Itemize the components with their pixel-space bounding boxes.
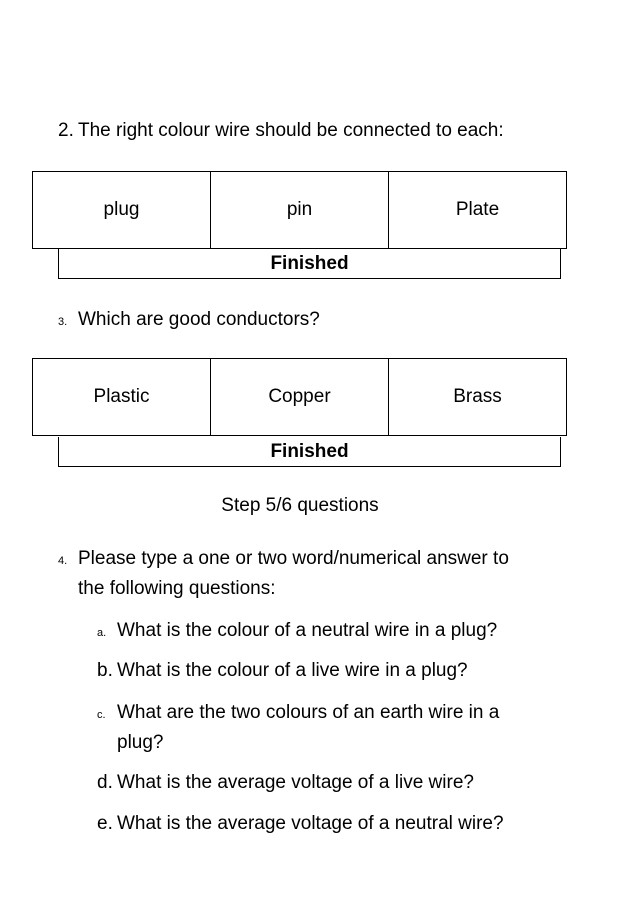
subquestion-c-letter: c. xyxy=(97,709,106,721)
question-2-text: The right colour wire should be connected to each: xyxy=(78,120,504,141)
subquestion-e-letter: e. xyxy=(97,813,113,834)
question-3-finished-button[interactable]: Finished xyxy=(58,437,561,467)
option-pin[interactable]: pin xyxy=(211,172,389,248)
option-plug[interactable]: plug xyxy=(33,172,211,248)
subquestion-b-text: What is the colour of a live wire in a plug? xyxy=(117,660,468,681)
question-4-number: 4. xyxy=(58,555,68,567)
subquestion-c-text: What are the two colours of an earth wire in a xyxy=(117,702,500,723)
subquestion-d-text: What is the average voltage of a live wire? xyxy=(117,772,474,793)
subquestion-a-text: What is the colour of a neutral wire in a plug? xyxy=(117,620,498,641)
question-2-options xyxy=(32,171,567,249)
option-brass[interactable]: Brass xyxy=(453,386,502,407)
subquestion-b-letter: b. xyxy=(97,660,113,681)
subquestion-c-text-cont: plug? xyxy=(117,732,164,753)
option-plate[interactable]: Plate xyxy=(455,199,500,220)
question-2-finished-button[interactable]: Finished xyxy=(58,249,561,279)
subquestion-e-text: What is the average voltage of a neutral wire? xyxy=(117,813,504,834)
question-4-text-line1: Please type a one or two word/numerical answer to xyxy=(78,548,509,569)
option-plastic[interactable]: Plastic xyxy=(33,359,211,435)
question-3-options xyxy=(32,358,567,436)
question-4-text-line2: the following questions: xyxy=(78,578,276,599)
step-title: Step 5/6 questions xyxy=(221,495,379,516)
question-3-text: Which are good conductors? xyxy=(78,309,320,330)
question-3-number: 3. xyxy=(58,316,68,328)
question-2-number: 2. xyxy=(58,120,74,141)
option-copper[interactable]: Copper xyxy=(211,359,389,435)
subquestion-d-letter: d. xyxy=(97,772,113,793)
subquestion-a-letter: a. xyxy=(97,627,107,639)
